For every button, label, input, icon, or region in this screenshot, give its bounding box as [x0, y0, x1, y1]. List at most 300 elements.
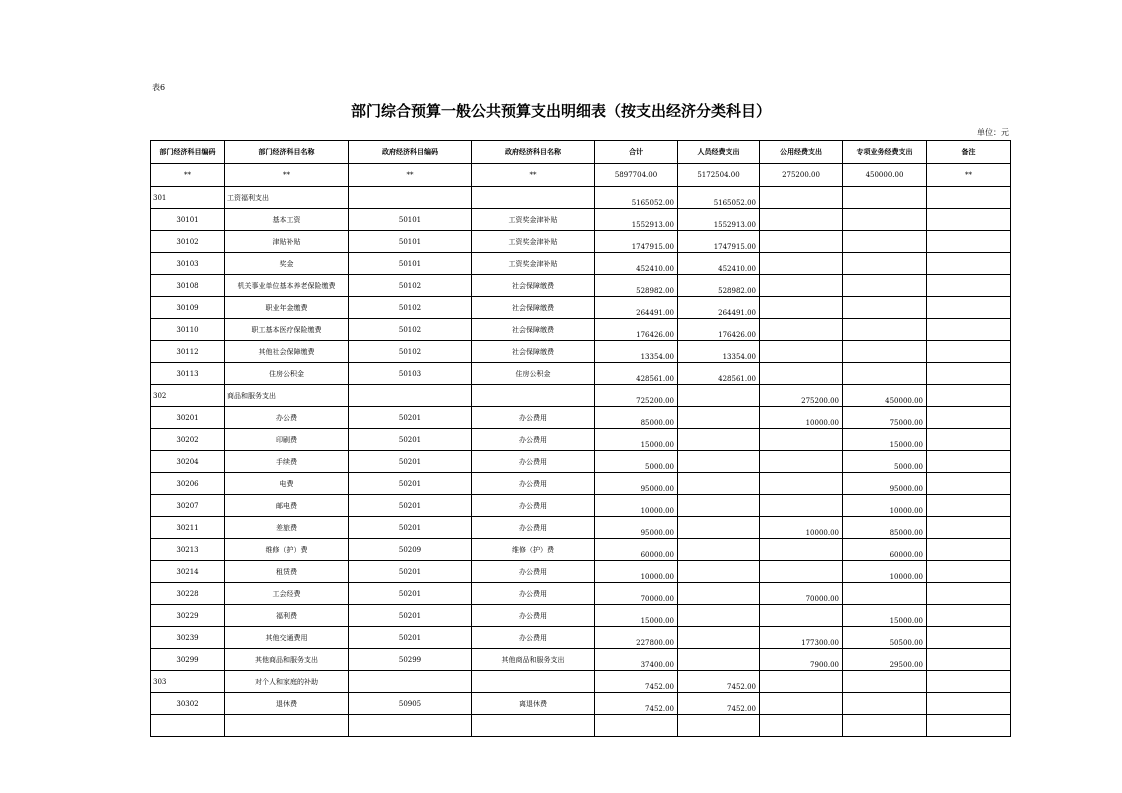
- total-value: 1747915.00: [631, 243, 674, 251]
- gov-code-cell: 50209: [349, 539, 472, 561]
- economic-name-cell: 基本工资: [225, 209, 349, 231]
- remark-cell: [927, 407, 1011, 429]
- economic-code-cell: 302: [151, 385, 225, 407]
- gov-code-cell: 50102: [349, 297, 472, 319]
- economic-name-cell: 福利费: [225, 605, 349, 627]
- table-row: [151, 473, 1011, 495]
- economic-code-cell: 30113: [151, 363, 225, 385]
- total-cell: [595, 517, 678, 539]
- economic-code-cell: 303: [151, 671, 225, 693]
- economic-code-cell: 30108: [151, 275, 225, 297]
- remark-cell: [927, 319, 1011, 341]
- economic-code-cell: 30229: [151, 605, 225, 627]
- special-cell: [843, 297, 927, 319]
- summary-personnel: 5172504.00: [678, 164, 760, 187]
- gov-code-cell: 50201: [349, 605, 472, 627]
- gov-name-cell: 工资奖金津补贴: [472, 231, 595, 253]
- column-header: 部门经济科目编码: [151, 141, 225, 164]
- public-cell: [760, 627, 843, 649]
- special-cell: [843, 253, 927, 275]
- total-value: 1552913.00: [631, 221, 674, 229]
- economic-code-cell: 30102: [151, 231, 225, 253]
- total-value: 5000.00: [645, 463, 674, 471]
- public-cell: [760, 451, 843, 473]
- personnel-cell: [678, 253, 760, 275]
- gov-name-cell: [472, 671, 595, 693]
- gov-name-cell: 办公费用: [472, 605, 595, 627]
- gov-name-cell: 办公费用: [472, 429, 595, 451]
- personnel-cell: [678, 341, 760, 363]
- table-row: [151, 429, 1011, 451]
- table-row: [151, 539, 1011, 561]
- remark-cell: [927, 495, 1011, 517]
- total-value: 13354.00: [640, 353, 674, 361]
- economic-name-cell: [225, 715, 349, 737]
- economic-name-cell: 差旅费: [225, 517, 349, 539]
- economic-code-cell: 30101: [151, 209, 225, 231]
- column-header: 公用经费支出: [760, 141, 843, 164]
- table-row: [151, 297, 1011, 319]
- summary-remark: **: [927, 164, 1011, 187]
- economic-name-cell: 对个人和家庭的补助: [225, 671, 349, 693]
- economic-code-cell: 30204: [151, 451, 225, 473]
- summary-name: **: [225, 164, 349, 187]
- economic-name-cell: 职工基本医疗保险缴费: [225, 319, 349, 341]
- table-row: [151, 319, 1011, 341]
- economic-name-cell: 印刷费: [225, 429, 349, 451]
- public-cell: [760, 583, 843, 605]
- personnel-cell: [678, 187, 760, 209]
- table-row: [151, 407, 1011, 429]
- personnel-value: 176426.00: [718, 331, 756, 339]
- public-cell: [760, 693, 843, 715]
- total-cell: [595, 627, 678, 649]
- economic-name-cell: 职业年金缴费: [225, 297, 349, 319]
- personnel-cell: [678, 671, 760, 693]
- public-cell: [760, 429, 843, 451]
- remark-cell: [927, 297, 1011, 319]
- total-cell: [595, 297, 678, 319]
- remark-cell: [927, 561, 1011, 583]
- total-value: 60000.00: [640, 551, 674, 559]
- table-row: [151, 341, 1011, 363]
- gov-code-cell: 50201: [349, 451, 472, 473]
- special-cell: [843, 451, 927, 473]
- economic-name-cell: 住房公积金: [225, 363, 349, 385]
- special-cell: [843, 385, 927, 407]
- gov-code-cell: 50201: [349, 561, 472, 583]
- special-cell: [843, 231, 927, 253]
- economic-name-cell: 邮电费: [225, 495, 349, 517]
- special-cell: [843, 627, 927, 649]
- remark-cell: [927, 209, 1011, 231]
- economic-code-cell: [151, 715, 225, 737]
- gov-code-cell: [349, 385, 472, 407]
- special-value: 60000.00: [889, 551, 923, 559]
- special-value: 85000.00: [889, 529, 923, 537]
- public-cell: [760, 671, 843, 693]
- personnel-value: 528982.00: [718, 287, 756, 295]
- total-cell: [595, 561, 678, 583]
- gov-code-cell: 50102: [349, 275, 472, 297]
- public-value: 7900.00: [810, 661, 839, 669]
- economic-name-cell: 租赁费: [225, 561, 349, 583]
- summary-code: **: [151, 164, 225, 187]
- economic-name-cell: 办公费: [225, 407, 349, 429]
- header-row: [151, 141, 1011, 164]
- special-cell: [843, 539, 927, 561]
- total-value: 428561.00: [636, 375, 674, 383]
- gov-code-cell: 50102: [349, 341, 472, 363]
- total-value: 7452.00: [645, 683, 674, 691]
- gov-code-cell: [349, 715, 472, 737]
- economic-code-cell: 301: [151, 187, 225, 209]
- column-header: 人员经费支出: [678, 141, 760, 164]
- total-value: 70000.00: [640, 595, 674, 603]
- gov-name-cell: 离退休费: [472, 693, 595, 715]
- personnel-cell: [678, 715, 760, 737]
- economic-code-cell: 30207: [151, 495, 225, 517]
- total-value: 227800.00: [636, 639, 674, 647]
- gov-code-cell: 50101: [349, 209, 472, 231]
- special-cell: [843, 671, 927, 693]
- table-row: [151, 253, 1011, 275]
- column-header: 合计: [595, 141, 678, 164]
- personnel-value: 13354.00: [722, 353, 756, 361]
- total-value: 85000.00: [640, 419, 674, 427]
- gov-name-cell: 社会保障缴费: [472, 319, 595, 341]
- special-value: 15000.00: [889, 441, 923, 449]
- gov-name-cell: 社会保障缴费: [472, 275, 595, 297]
- personnel-cell: [678, 539, 760, 561]
- personnel-cell: [678, 627, 760, 649]
- gov-name-cell: [472, 187, 595, 209]
- public-cell: [760, 363, 843, 385]
- gov-name-cell: 住房公积金: [472, 363, 595, 385]
- gov-code-cell: 50101: [349, 231, 472, 253]
- total-cell: [595, 451, 678, 473]
- total-cell: [595, 539, 678, 561]
- economic-name-cell: 电费: [225, 473, 349, 495]
- public-cell: [760, 539, 843, 561]
- personnel-cell: [678, 319, 760, 341]
- column-header: 政府经济科目名称: [472, 141, 595, 164]
- total-value: 725200.00: [636, 397, 674, 405]
- gov-name-cell: 办公费用: [472, 473, 595, 495]
- economic-code-cell: 30302: [151, 693, 225, 715]
- special-value: 29500.00: [889, 661, 923, 669]
- summary-row: [151, 164, 1011, 187]
- economic-code-cell: 30214: [151, 561, 225, 583]
- summary-total: 5897704.00: [595, 164, 678, 187]
- public-cell: [760, 209, 843, 231]
- gov-name-cell: 办公费用: [472, 451, 595, 473]
- public-value: 275200.00: [801, 397, 839, 405]
- personnel-cell: [678, 473, 760, 495]
- public-cell: [760, 605, 843, 627]
- economic-code-cell: 30112: [151, 341, 225, 363]
- total-value: 95000.00: [640, 529, 674, 537]
- economic-code-cell: 30109: [151, 297, 225, 319]
- gov-code-cell: 50201: [349, 517, 472, 539]
- table-row: [151, 715, 1011, 737]
- personnel-cell: [678, 561, 760, 583]
- table-number: 表6: [152, 83, 166, 92]
- special-cell: [843, 363, 927, 385]
- public-cell: [760, 275, 843, 297]
- table-row: [151, 605, 1011, 627]
- gov-name-cell: 办公费用: [472, 627, 595, 649]
- special-value: 10000.00: [889, 507, 923, 515]
- economic-code-cell: 30239: [151, 627, 225, 649]
- special-value: 10000.00: [889, 573, 923, 581]
- gov-name-cell: [472, 715, 595, 737]
- public-cell: [760, 297, 843, 319]
- public-cell: [760, 649, 843, 671]
- public-cell: [760, 407, 843, 429]
- remark-cell: [927, 517, 1011, 539]
- public-cell: [760, 517, 843, 539]
- special-value: 15000.00: [889, 617, 923, 625]
- gov-code-cell: 50201: [349, 627, 472, 649]
- remark-cell: [927, 649, 1011, 671]
- gov-name-cell: 办公费用: [472, 517, 595, 539]
- gov-name-cell: 办公费用: [472, 561, 595, 583]
- total-value: 15000.00: [640, 441, 674, 449]
- summary-special: 450000.00: [843, 164, 927, 187]
- table-row: [151, 209, 1011, 231]
- table-row: [151, 671, 1011, 693]
- summary-gov-name: **: [472, 164, 595, 187]
- column-header: 部门经济科目名称: [225, 141, 349, 164]
- total-cell: [595, 495, 678, 517]
- economic-code-cell: 30103: [151, 253, 225, 275]
- economic-name-cell: 维修（护）费: [225, 539, 349, 561]
- gov-code-cell: [349, 671, 472, 693]
- public-value: 70000.00: [805, 595, 839, 603]
- public-cell: [760, 187, 843, 209]
- economic-name-cell: 退休费: [225, 693, 349, 715]
- total-value: 10000.00: [640, 507, 674, 515]
- total-cell: [595, 385, 678, 407]
- gov-name-cell: 工资奖金津补贴: [472, 253, 595, 275]
- remark-cell: [927, 385, 1011, 407]
- table-row: [151, 275, 1011, 297]
- gov-code-cell: 50299: [349, 649, 472, 671]
- personnel-cell: [678, 231, 760, 253]
- personnel-cell: [678, 209, 760, 231]
- total-cell: [595, 583, 678, 605]
- personnel-cell: [678, 517, 760, 539]
- special-cell: [843, 187, 927, 209]
- gov-name-cell: 办公费用: [472, 495, 595, 517]
- economic-name-cell: 手续费: [225, 451, 349, 473]
- remark-cell: [927, 583, 1011, 605]
- summary-public: 275200.00: [760, 164, 843, 187]
- public-value: 177300.00: [801, 639, 839, 647]
- special-cell: [843, 605, 927, 627]
- gov-name-cell: 工资奖金津补贴: [472, 209, 595, 231]
- table-row: [151, 187, 1011, 209]
- gov-name-cell: 其他商品和服务支出: [472, 649, 595, 671]
- personnel-value: 5165052.00: [713, 199, 756, 207]
- remark-cell: [927, 693, 1011, 715]
- table-row: [151, 627, 1011, 649]
- economic-name-cell: 其他商品和服务支出: [225, 649, 349, 671]
- public-cell: [760, 495, 843, 517]
- gov-code-cell: 50201: [349, 429, 472, 451]
- public-cell: [760, 253, 843, 275]
- economic-code-cell: 30206: [151, 473, 225, 495]
- total-cell: [595, 429, 678, 451]
- table-row: [151, 385, 1011, 407]
- personnel-cell: [678, 407, 760, 429]
- personnel-cell: [678, 693, 760, 715]
- total-cell: [595, 209, 678, 231]
- remark-cell: [927, 429, 1011, 451]
- total-cell: [595, 319, 678, 341]
- column-header: 政府经济科目编码: [349, 141, 472, 164]
- remark-cell: [927, 451, 1011, 473]
- personnel-value: 7452.00: [727, 705, 756, 713]
- gov-code-cell: 50103: [349, 363, 472, 385]
- table-row: [151, 583, 1011, 605]
- total-cell: [595, 693, 678, 715]
- special-cell: [843, 583, 927, 605]
- remark-cell: [927, 539, 1011, 561]
- total-cell: [595, 275, 678, 297]
- special-value: 50500.00: [889, 639, 923, 647]
- gov-code-cell: 50201: [349, 473, 472, 495]
- public-cell: [760, 561, 843, 583]
- remark-cell: [927, 671, 1011, 693]
- total-value: 452410.00: [636, 265, 674, 273]
- personnel-value: 428561.00: [718, 375, 756, 383]
- page-title: 部门综合预算一般公共预算支出明细表（按支出经济分类科目）: [350, 102, 771, 120]
- economic-code-cell: 30201: [151, 407, 225, 429]
- total-cell: [595, 407, 678, 429]
- economic-name-cell: 奖金: [225, 253, 349, 275]
- total-value: 528982.00: [636, 287, 674, 295]
- remark-cell: [927, 605, 1011, 627]
- gov-code-cell: 50905: [349, 693, 472, 715]
- personnel-cell: [678, 297, 760, 319]
- total-value: 264491.00: [636, 309, 674, 317]
- column-header: 专项业务经费支出: [843, 141, 927, 164]
- total-value: 95000.00: [640, 485, 674, 493]
- special-value: 5000.00: [894, 463, 923, 471]
- public-cell: [760, 385, 843, 407]
- summary-gov-code: **: [349, 164, 472, 187]
- public-cell: [760, 341, 843, 363]
- special-value: 95000.00: [889, 485, 923, 493]
- economic-name-cell: 津贴补贴: [225, 231, 349, 253]
- gov-name-cell: 社会保障缴费: [472, 341, 595, 363]
- total-cell: [595, 363, 678, 385]
- table-row: [151, 649, 1011, 671]
- remark-cell: [927, 363, 1011, 385]
- economic-name-cell: 工会经费: [225, 583, 349, 605]
- personnel-cell: [678, 429, 760, 451]
- economic-name-cell: 其他交通费用: [225, 627, 349, 649]
- personnel-value: 1552913.00: [713, 221, 756, 229]
- personnel-cell: [678, 605, 760, 627]
- remark-cell: [927, 715, 1011, 737]
- personnel-cell: [678, 495, 760, 517]
- public-cell: [760, 231, 843, 253]
- special-cell: [843, 649, 927, 671]
- total-cell: [595, 253, 678, 275]
- table-row: [151, 517, 1011, 539]
- economic-name-cell: 工资福利支出: [225, 187, 349, 209]
- gov-code-cell: 50201: [349, 407, 472, 429]
- total-cell: [595, 605, 678, 627]
- personnel-cell: [678, 385, 760, 407]
- remark-cell: [927, 627, 1011, 649]
- table-row: [151, 495, 1011, 517]
- personnel-value: 452410.00: [718, 265, 756, 273]
- remark-cell: [927, 275, 1011, 297]
- economic-code-cell: 30202: [151, 429, 225, 451]
- economic-code-cell: 30110: [151, 319, 225, 341]
- special-cell: [843, 715, 927, 737]
- public-value: 10000.00: [805, 419, 839, 427]
- total-value: 15000.00: [640, 617, 674, 625]
- personnel-value: 7452.00: [727, 683, 756, 691]
- special-cell: [843, 341, 927, 363]
- total-cell: [595, 649, 678, 671]
- special-cell: [843, 561, 927, 583]
- public-cell: [760, 715, 843, 737]
- economic-code-cell: 30213: [151, 539, 225, 561]
- gov-code-cell: 50102: [349, 319, 472, 341]
- economic-name-cell: 其他社会保障缴费: [225, 341, 349, 363]
- total-cell: [595, 473, 678, 495]
- gov-code-cell: 50201: [349, 495, 472, 517]
- table-row: [151, 693, 1011, 715]
- remark-cell: [927, 341, 1011, 363]
- gov-code-cell: 50201: [349, 583, 472, 605]
- economic-code-cell: 30228: [151, 583, 225, 605]
- total-value: 37400.00: [640, 661, 674, 669]
- gov-name-cell: [472, 385, 595, 407]
- total-cell: [595, 715, 678, 737]
- special-value: 75000.00: [889, 419, 923, 427]
- economic-name-cell: 商品和服务支出: [225, 385, 349, 407]
- special-cell: [843, 209, 927, 231]
- unit-label: 单位：元: [977, 128, 1009, 137]
- total-cell: [595, 341, 678, 363]
- economic-name-cell: 机关事业单位基本养老保险缴费: [225, 275, 349, 297]
- personnel-value: 264491.00: [718, 309, 756, 317]
- personnel-cell: [678, 363, 760, 385]
- table-row: [151, 231, 1011, 253]
- total-cell: [595, 231, 678, 253]
- economic-code-cell: 30299: [151, 649, 225, 671]
- gov-name-cell: 办公费用: [472, 583, 595, 605]
- total-cell: [595, 671, 678, 693]
- total-value: 10000.00: [640, 573, 674, 581]
- table-row: [151, 451, 1011, 473]
- gov-name-cell: 办公费用: [472, 407, 595, 429]
- budget-table: [150, 140, 1011, 737]
- special-value: 450000.00: [885, 397, 923, 405]
- public-value: 10000.00: [805, 529, 839, 537]
- total-value: 7452.00: [645, 705, 674, 713]
- special-cell: [843, 407, 927, 429]
- personnel-value: 1747915.00: [713, 243, 756, 251]
- special-cell: [843, 319, 927, 341]
